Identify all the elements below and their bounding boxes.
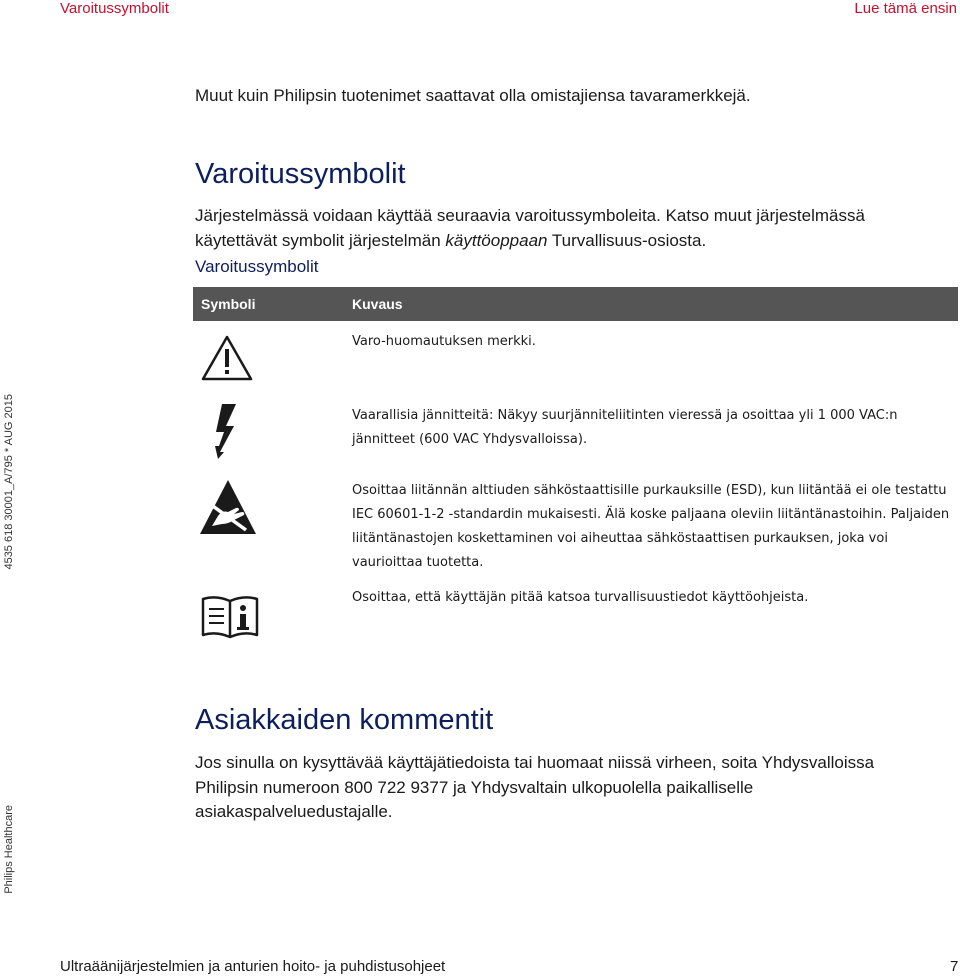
warning-intro-italic: käyttöoppaan	[445, 231, 548, 250]
warning-intro-part2: Turvallisuus-osiosta.	[547, 231, 707, 250]
header-read-first: Lue tämä ensin	[854, 0, 957, 17]
footer-doc-title: Ultraäänijärjestelmien ja anturien hoito- ja puhdistusohjeet	[60, 958, 446, 975]
side-doc-number: 4535 618 30001_A/795 * AUG 2015	[3, 394, 15, 570]
table-header-symbol: Symboli	[201, 296, 256, 312]
table-header-description: Kuvaus	[352, 296, 403, 312]
customer-comments-title: Asiakkaiden kommentit	[195, 704, 494, 736]
table-row-description: Osoittaa liitännän alttiuden sähköstaattisille purkauksille (ESD), kun liitäntää ei ole testattu IEC 60601-1-2 -standardin mukaisesti. Älä koske paljaana oleviin liitäntänastoihin. Paljaiden liitäntänastojen koskettaminen voi aiheuttaa sähköstaattisen purkauksen, joka voi vaurioittaa tuotetta.	[352, 483, 950, 570]
table-row-description: Varo-huomautuksen merkki.	[352, 334, 536, 349]
warning-intro-part1: Järjestelmässä voidaan käyttää seuraavia varoitussymboleita. Katso muut järjestelmässä käytettävät symbolit järjestelmän	[195, 206, 865, 250]
lightning-bolt-icon	[212, 402, 240, 460]
header-section-label: Varoitussymbolit	[60, 0, 169, 17]
warning-symbols-title: Varoitussymbolit	[195, 158, 406, 190]
customer-comments-body: Jos sinulla on kysyttävää käyttäjätiedoista tai huomaat niissä virheen, soita Yhdysvalloissa Philipsin numeroon 800 722 9377 ja Yhdysvaltain ulkopuolella paikalliselle asiakaspalveluedustajalle.	[195, 753, 875, 821]
table-caption: Varoitussymbolit	[195, 257, 319, 276]
side-company-label: Philips Healthcare	[3, 805, 15, 894]
esd-sensitive-icon	[198, 478, 258, 536]
trademark-note: Muut kuin Philipsin tuotenimet saattavat olla omistajiensa tavaramerkkejä.	[195, 86, 751, 105]
caution-triangle-icon	[200, 334, 254, 382]
warning-intro	[195, 203, 935, 253]
manual-info-icon	[200, 593, 260, 639]
table-row-description: Vaarallisia jännitteitä: Näkyy suurjänniteliitinten vieressä ja osoittaa yli 1 000 VAC:n jännitteet (600 VAC Yhdysvalloissa).	[352, 408, 898, 447]
table-row-description: Osoittaa, että käyttäjän pitää katsoa turvallisuustiedot käyttöohjeista.	[352, 590, 809, 605]
footer-page-number: 7	[950, 958, 959, 975]
table-header-row	[193, 287, 958, 321]
